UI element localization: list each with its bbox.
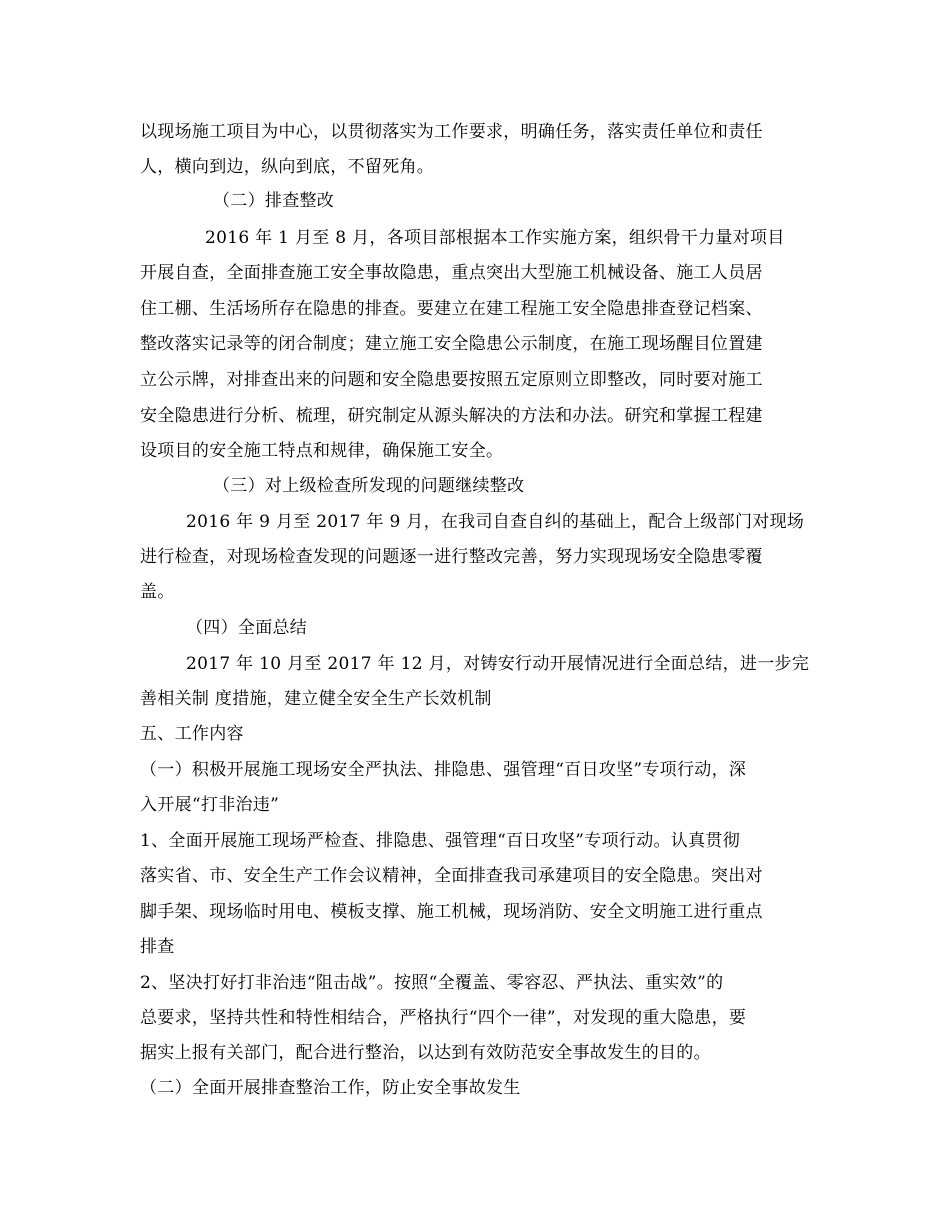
- body-line: 脚手架、现场临时用电、模板支撑、施工机械，现场消防、安全文明施工进行重点: [140, 902, 763, 922]
- body-line: 以现场施工项目为中心，以贯彻落实为工作要求，明确任务，落实责任单位和责任: [140, 122, 763, 142]
- body-line: 开展自查，全面排查施工安全事故隐患，重点突出大型施工机械设备、施工人员居: [140, 263, 763, 283]
- body-line: 盖。: [140, 582, 175, 602]
- body-line: 整改落实记录等的闭合制度；建立施工安全隐患公示制度，在施工现场醒目位置建: [140, 334, 763, 354]
- body-line: 总要求，坚持共性和特性相结合，严格执行“四个一律”，对发现的重大隐患，要: [140, 1008, 747, 1028]
- body-line: 安全隐患进行分析、梳理，研究制定从源头解决的方法和办法。研究和掌握工程建: [140, 406, 763, 426]
- body-line: 善相关制 度措施，建立健全安全生产长效机制: [140, 689, 492, 709]
- subsection-heading: 入开展“打非治违”: [140, 795, 280, 815]
- body-line: 立公示牌，对排查出来的问题和安全隐患要按照五定原则立即整改，同时要对施工: [140, 370, 763, 390]
- body-line: 2017 年 10 月至 2017 年 12 月，对铸安行动开展情况进行全面总结，进一步完: [186, 654, 810, 674]
- body-line: 排查: [140, 937, 175, 957]
- body-line: 住工棚、生活场所存在隐患的排查。要建立在建工程施工安全隐患排查登记档案、: [140, 299, 763, 319]
- body-line: 进行检查，对现场检查发现的问题逐一进行整改完善，努力实现现场安全隐患零覆: [140, 547, 763, 567]
- section-heading: （三）对上级检查所发现的问题继续整改: [213, 476, 525, 496]
- section-heading: 五、工作内容: [140, 724, 244, 744]
- body-line: 1、全面开展施工现场严检查、排隐患、强管理“百日攻坚”专项行动。认真贯彻: [140, 831, 740, 851]
- section-heading: （四）全面总结: [186, 618, 308, 638]
- body-line: 落实省、市、安全生产工作会议精神，全面排查我司承建项目的安全隐患。突出对: [140, 866, 763, 886]
- body-line: 人，横向到边，纵向到底，不留死角。: [140, 157, 435, 177]
- body-line: 2016 年 9 月至 2017 年 9 月，在我司自查自纠的基础上，配合上级部门对现场: [186, 512, 805, 532]
- body-line: 据实上报有关部门，配合进行整治，以达到有效防范安全事故发生的目的。: [140, 1043, 711, 1063]
- subsection-heading: （一）积极开展施工现场安全严执法、排隐患、强管理“百日攻坚”专项行动，深: [140, 760, 747, 780]
- section-heading: （二）排查整改: [213, 191, 335, 211]
- body-line: 2016 年 1 月至 8 月，各项目部根据本工作实施方案，组织骨干力量对项目: [205, 228, 785, 248]
- body-line: 2、坚决打好打非治违“阻击战”。按照“全覆盖、零容忍、严执法、重实效”的: [140, 973, 724, 993]
- body-line: 设项目的安全施工特点和规律，确保施工安全。: [140, 441, 504, 461]
- subsection-heading: （二）全面开展排查整治工作，防止安全事故发生: [140, 1078, 521, 1098]
